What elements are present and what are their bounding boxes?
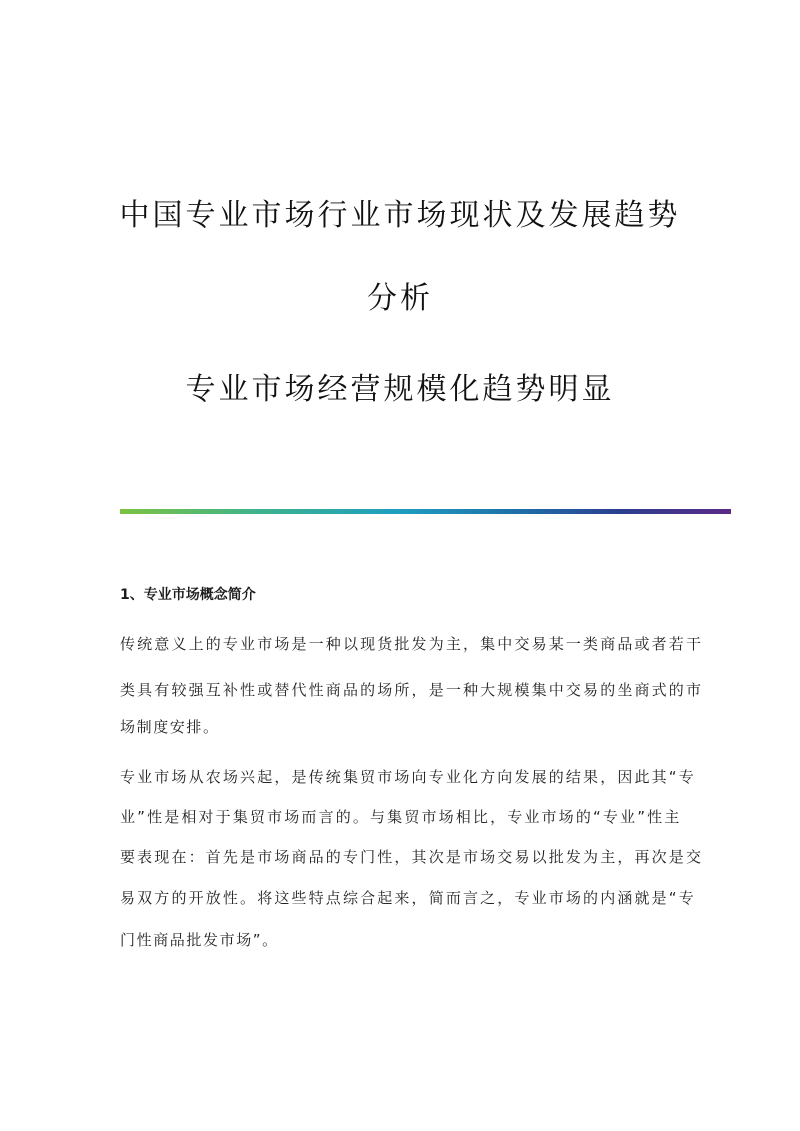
paragraph-line: 传统意义上的专业市场是一种以现货批发为主，集中交易某一类商品或者若干 (120, 635, 704, 653)
paragraph-line: 要表现在：首先是市场商品的专门性，其次是市场交易以批发为主，再次是交 (120, 848, 704, 866)
paragraph-line: 门性商品批发市场”。 (120, 931, 279, 949)
paragraph-line: 专业市场从农场兴起，是传统集贸市场向专业化方向发展的结果，因此其“专 (120, 768, 696, 786)
paragraph-line: 场制度安排。 (120, 718, 220, 736)
paragraph-line: 类具有较强互补性或替代性商品的场所，是一种大规模集中交易的坐商式的市 (120, 681, 704, 699)
title-line-2: 分析 (367, 281, 433, 316)
paragraph-line: 业”性是相对于集贸市场而言的。与集贸市场相比，专业市场的“专业”性主 (120, 808, 682, 826)
section-heading: 1、专业市场概念简介 (120, 587, 256, 603)
gradient-divider (120, 509, 731, 514)
title-line-1: 中国专业市场行业市场现状及发展趋势 (119, 198, 681, 233)
paragraph-line: 易双方的开放性。将这些特点综合起来，简而言之，专业市场的内涵就是“专 (120, 889, 696, 907)
subtitle-line: 专业市场经营规模化趋势明显 (185, 372, 615, 407)
